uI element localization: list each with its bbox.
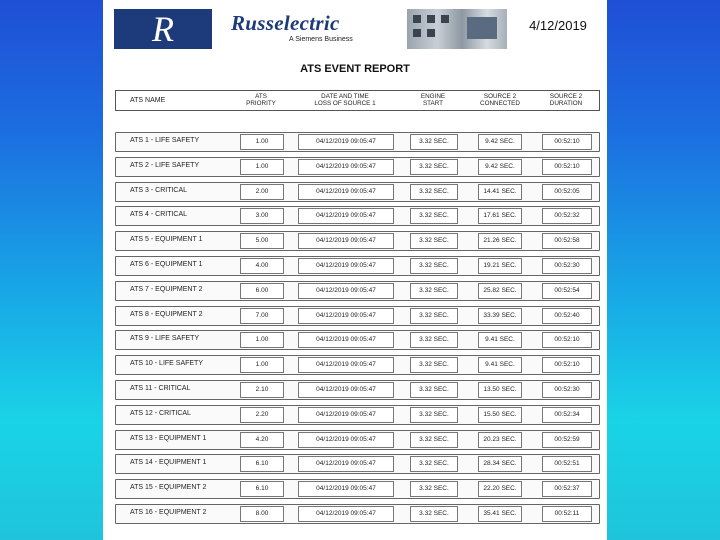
table-row (115, 355, 600, 375)
engine-start-cell: 3.32 SEC. (410, 481, 458, 497)
engine-start-cell: 3.32 SEC. (410, 407, 458, 423)
date-time-cell: 04/12/2019 09:05:47 (298, 382, 394, 398)
source2-connected-cell: 25.82 SEC. (478, 283, 522, 299)
date-time-cell: 04/12/2019 09:05:47 (298, 184, 394, 200)
col-source2-duration: SOURCE 2 DURATION (549, 93, 583, 107)
date-time-cell: 04/12/2019 09:05:47 (298, 332, 394, 348)
report-date: 4/12/2019 (529, 18, 587, 33)
table-row (115, 281, 600, 301)
report-title: ATS EVENT REPORT (300, 63, 410, 75)
table-row (115, 231, 600, 251)
source2-connected-cell: 17.61 SEC. (478, 208, 522, 224)
switchgear-photo (407, 9, 507, 49)
priority-cell: 6.10 (240, 456, 284, 472)
priority-cell: 8.00 (240, 506, 284, 522)
source2-duration-cell: 00:52:30 (542, 382, 592, 398)
ats-name-cell: ATS 5 - EQUIPMENT 1 (130, 236, 203, 244)
date-time-cell: 04/12/2019 09:05:47 (298, 159, 394, 175)
ats-name-cell: ATS 8 - EQUIPMENT 2 (130, 310, 203, 318)
source2-duration-cell: 00:52:51 (542, 456, 592, 472)
source2-duration-cell: 00:52:10 (542, 134, 592, 150)
col-engine-start: ENGINE START (420, 93, 446, 107)
date-time-cell: 04/12/2019 09:05:47 (298, 208, 394, 224)
engine-start-cell: 3.32 SEC. (410, 134, 458, 150)
column-header (115, 90, 600, 111)
source2-duration-cell: 00:52:40 (542, 308, 592, 324)
table-row (115, 380, 600, 400)
priority-cell: 1.00 (240, 332, 284, 348)
priority-cell: 2.00 (240, 184, 284, 200)
source2-duration-cell: 00:52:54 (542, 283, 592, 299)
table-row (115, 182, 600, 202)
engine-start-cell: 3.32 SEC. (410, 233, 458, 249)
table-row (115, 256, 600, 276)
priority-cell: 5.00 (240, 233, 284, 249)
ats-name-cell: ATS 16 - EQUIPMENT 2 (130, 509, 207, 516)
engine-start-cell: 3.32 SEC. (410, 432, 458, 448)
priority-cell: 7.00 (240, 308, 284, 324)
table-row (115, 132, 600, 152)
brand-logo (231, 11, 361, 47)
engine-start-cell: 3.32 SEC. (410, 208, 458, 224)
source2-duration-cell: 00:52:10 (542, 357, 592, 373)
engine-start-cell: 3.32 SEC. (410, 506, 458, 522)
source2-duration-cell: 00:52:34 (542, 407, 592, 423)
date-time-cell: 04/12/2019 09:05:47 (298, 233, 394, 249)
source2-connected-cell: 9.41 SEC. (478, 332, 522, 348)
priority-cell: 1.00 (240, 159, 284, 175)
source2-duration-cell: 00:52:10 (542, 332, 592, 348)
priority-cell: 4.00 (240, 258, 284, 274)
priority-cell: 2.10 (240, 382, 284, 398)
ats-name-cell: ATS 13 - EQUIPMENT 1 (130, 434, 207, 442)
ats-name-cell: ATS 11 - CRITICAL (130, 385, 191, 392)
source2-connected-cell: 19.21 SEC. (478, 258, 522, 274)
priority-cell: 1.00 (240, 357, 284, 373)
brand-tagline: A Siemens Business (289, 36, 353, 43)
source2-connected-cell: 14.41 SEC. (478, 184, 522, 200)
priority-cell: 6.00 (240, 283, 284, 299)
ats-name-cell: ATS 6 - EQUIPMENT 1 (130, 261, 203, 268)
date-time-cell: 04/12/2019 09:05:47 (298, 283, 394, 299)
date-time-cell: 04/12/2019 09:05:47 (298, 258, 394, 274)
date-time-cell: 04/12/2019 09:05:47 (298, 357, 394, 373)
source2-duration-cell: 00:52:32 (542, 208, 592, 224)
priority-cell: 6.10 (240, 481, 284, 497)
source2-duration-cell: 00:52:37 (542, 481, 592, 497)
source2-connected-cell: 28.34 SEC. (478, 456, 522, 472)
table-row (115, 330, 600, 350)
ats-name-cell: ATS 10 - LIFE SAFETY (130, 360, 204, 368)
engine-start-cell: 3.32 SEC. (410, 184, 458, 200)
engine-start-cell: 3.32 SEC. (410, 308, 458, 324)
ats-name-cell: ATS 12 - CRITICAL (130, 409, 191, 417)
source2-connected-cell: 9.41 SEC. (478, 357, 522, 373)
source2-connected-cell: 22.20 SEC. (478, 481, 522, 497)
source2-duration-cell: 00:52:58 (542, 233, 592, 249)
ats-name-cell: ATS 7 - EQUIPMENT 2 (130, 285, 203, 293)
engine-start-cell: 3.32 SEC. (410, 283, 458, 299)
source2-connected-cell: 33.39 SEC. (478, 308, 522, 324)
date-time-cell: 04/12/2019 09:05:47 (298, 456, 394, 472)
ats-name-cell: ATS 15 - EQUIPMENT 2 (130, 484, 207, 492)
source2-connected-cell: 9.42 SEC. (478, 159, 522, 175)
date-time-cell: 04/12/2019 09:05:47 (298, 432, 394, 448)
table-row (115, 206, 600, 226)
source2-duration-cell: 00:52:11 (542, 506, 592, 522)
source2-connected-cell: 15.50 SEC. (478, 407, 522, 423)
priority-cell: 4.20 (240, 432, 284, 448)
table-row (115, 405, 600, 425)
table-row (115, 454, 600, 474)
engine-start-cell: 3.32 SEC. (410, 332, 458, 348)
date-time-cell: 04/12/2019 09:05:47 (298, 134, 394, 150)
report-header (111, 8, 599, 50)
ats-name-cell: ATS 2 - LIFE SAFETY (130, 161, 200, 169)
date-time-cell: 04/12/2019 09:05:47 (298, 308, 394, 324)
ats-name-cell: ATS 1 - LIFE SAFETY (130, 137, 200, 144)
table-row (115, 157, 600, 177)
priority-cell: 1.00 (240, 134, 284, 150)
priority-cell: 2.20 (240, 407, 284, 423)
col-date-time: DATE AND TIME LOSS OF SOURCE 1 (314, 93, 376, 107)
col-ats-name: ATS NAME (130, 97, 166, 104)
col-source2-connected: SOURCE 2 CONNECTED (480, 93, 520, 107)
table-row (115, 306, 600, 326)
source2-connected-cell: 13.50 SEC. (478, 382, 522, 398)
col-priority: ATS PRIORITY (246, 93, 276, 107)
date-time-cell: 04/12/2019 09:05:47 (298, 407, 394, 423)
ats-name-cell: ATS 3 - CRITICAL (130, 186, 188, 194)
engine-start-cell: 3.32 SEC. (410, 159, 458, 175)
ats-name-cell: ATS 4 - CRITICAL (130, 211, 188, 219)
ats-name-cell: ATS 14 - EQUIPMENT 1 (130, 459, 207, 467)
source2-connected-cell: 20.23 SEC. (478, 432, 522, 448)
source2-duration-cell: 00:52:10 (542, 159, 592, 175)
source2-connected-cell: 21.26 SEC. (478, 233, 522, 249)
source2-connected-cell: 9.42 SEC. (478, 134, 522, 150)
source2-duration-cell: 00:52:30 (542, 258, 592, 274)
source2-duration-cell: 00:52:05 (542, 184, 592, 200)
engine-start-cell: 3.32 SEC. (410, 258, 458, 274)
brand-name: Russelectric (231, 11, 340, 35)
date-time-cell: 04/12/2019 09:05:47 (298, 481, 394, 497)
table-row (115, 430, 600, 450)
russelectric-r-logo: R (114, 9, 212, 49)
priority-cell: 3.00 (240, 208, 284, 224)
engine-start-cell: 3.32 SEC. (410, 382, 458, 398)
source2-duration-cell: 00:52:59 (542, 432, 592, 448)
date-time-cell: 04/12/2019 09:05:47 (298, 506, 394, 522)
ats-name-cell: ATS 9 - LIFE SAFETY (130, 335, 200, 343)
table-row (115, 479, 600, 499)
engine-start-cell: 3.32 SEC. (410, 357, 458, 373)
source2-connected-cell: 35.41 SEC. (478, 506, 522, 522)
table-row (115, 504, 600, 524)
engine-start-cell: 3.32 SEC. (410, 456, 458, 472)
report-sheet (103, 0, 607, 540)
